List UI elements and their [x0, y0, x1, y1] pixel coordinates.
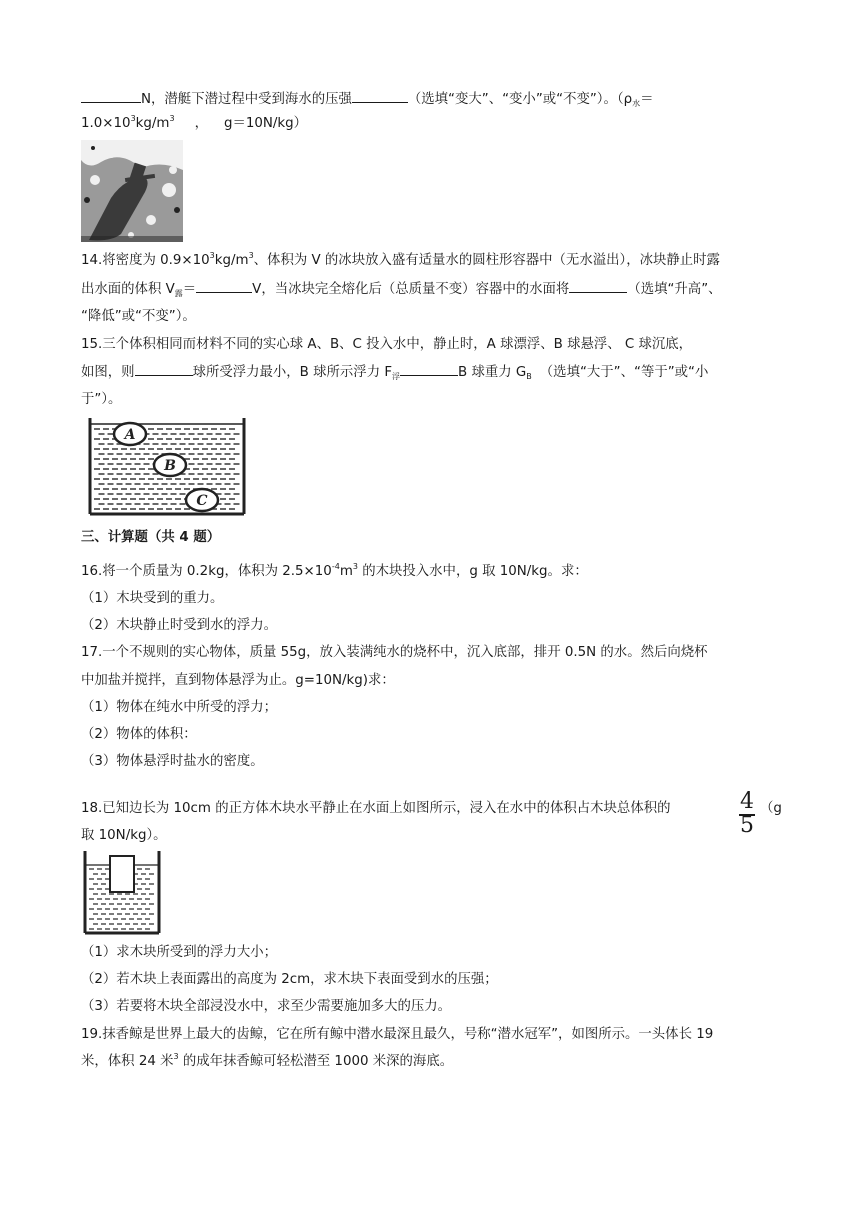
answer-blank[interactable] [400, 362, 458, 376]
q19-line-2: 米，体积 24 米$^3$ 的成年抹香鲸可轻松潜至 1000 米深的海底。 [81, 1052, 454, 1069]
answer-blank[interactable] [352, 89, 408, 103]
q14-line-1: 14.将密度为 $0.9\times 10^3kg/m^3$、体积为 V 的冰块放入盛有适量水的圆柱形容器中（无水溢出），冰块静止时露 [81, 251, 720, 268]
q17-line-2: 中加盐并搅拌，直到物体悬浮为止。g=10N/kg)求： [81, 673, 395, 688]
ball-b-label: B [164, 458, 176, 474]
answer-blank[interactable] [135, 362, 193, 376]
submarine-figure [81, 140, 183, 242]
q18-line-2: 取 10N/kg）。 [81, 828, 167, 843]
section-heading: 三、计算题（共 4 题） [81, 530, 221, 545]
q18-sub-2: （2）若木块上表面露出的高度为 2cm，求木块下表面受到水的压强； [81, 972, 498, 987]
q19-line-1: 19.抹香鲸是世界上最大的齿鲸，它在所有鲸中潜水最深且最久，号称“潜水冠军”，如图所示。一头体长 19 [81, 1027, 714, 1042]
three-balls-figure [88, 418, 246, 516]
q16-line-1: 16.将一个质量为 0.2kg，体积为 $2.5\times 10^{-4}m^3$ 的木块投入水中，g 取 10N/kg。求： [81, 562, 588, 579]
answer-blank[interactable] [81, 89, 141, 103]
fraction-four-fifths: 4 5 [740, 789, 754, 838]
wood-block-figure [83, 851, 161, 935]
q16-sub-1: （1）木块受到的重力。 [81, 591, 224, 606]
q15-line-1: 15.三个体积相同而材料不同的实心球 A、B、C 投入水中，静止时，A 球漂浮、B 球悬浮、 C 球沉底， [81, 337, 693, 352]
q14-line-2: 出水面的体积 $V_露= V$，当冰块完全熔化后（总质量不变）容器中的水面将 （选填“升高”、 [81, 279, 722, 300]
ball-a-label: A [124, 427, 136, 443]
q18-line-1-tail: （g [760, 801, 782, 816]
ball-a [114, 423, 146, 445]
q13-line-1: N，潜艇下潜过程中受到海水的压强 （选填“变大”、“变小”或“不变”）。（$\rho_水=$ [81, 89, 653, 110]
q15-line-3: 于”）。 [81, 392, 122, 407]
wood-block [110, 856, 134, 892]
q15-line-2: 如图，则 球所受浮力最小，B 球所示浮力 $F_浮$ B 球重力 $G_B$ （选填“大于”、“等于”或“小 [81, 362, 708, 383]
q16-sub-2: （2）木块静止时受到水的浮力。 [81, 618, 277, 633]
q14-line-3: “降低”或“不变”）。 [81, 309, 196, 324]
answer-blank[interactable] [569, 279, 627, 293]
ball-c-label: C [196, 493, 208, 509]
q17-sub-3: （3）物体悬浮时盐水的密度。 [81, 754, 264, 769]
ball-c [186, 489, 218, 511]
q18-sub-3: （3）若要将木块全部浸没水中，求至少需要施加多大的压力。 [81, 999, 452, 1014]
q17-line-1: 17.一个不规则的实心物体，质量 55g，放入装满纯水的烧杯中，沉入底部，排开 0.5N 的水。然后向烧杯 [81, 645, 708, 660]
q18-sub-1: （1）求木块所受到的浮力大小； [81, 945, 277, 960]
q13-line-2: $1.0\times 10^3kg/m^3$ ， g＝10N/kg） [81, 114, 308, 131]
q17-sub-1: （1）物体在纯水中所受的浮力； [81, 700, 277, 715]
ball-b [154, 454, 186, 476]
q17-sub-2: （2）物体的体积： [81, 727, 197, 742]
q18-line-1: 18.已知边长为 10cm 的正方体木块水平静止在水面上如图所示，浸入在水中的体积占木块总体积的 [81, 801, 671, 816]
answer-blank[interactable] [196, 279, 252, 293]
